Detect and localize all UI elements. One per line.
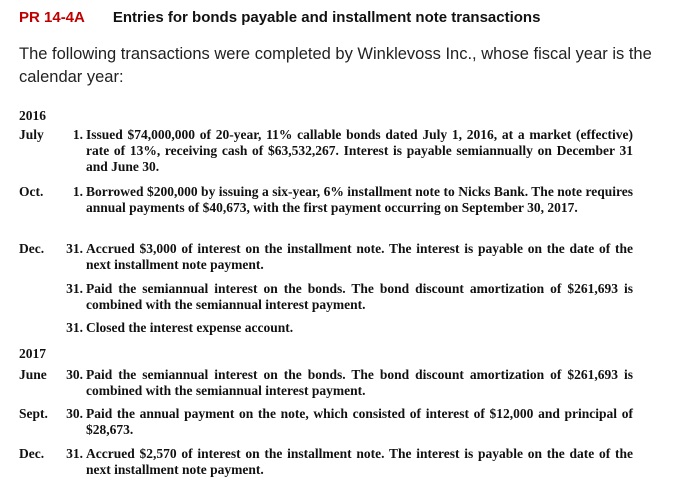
entry-text: Paid the semiannual interest on the bonds. The bond discount amortization of $261,693 is combined with the semiannual interest payment.	[86, 367, 633, 398]
entry-date: Oct.	[19, 184, 44, 199]
transaction-entry	[19, 281, 633, 313]
transaction-entry	[19, 367, 633, 399]
entry-text: Paid the annual payment on the note, which consisted of interest of $12,000 and principal of $28,673.	[86, 406, 633, 437]
entry-text: Borrowed $200,000 by issuing a six-year, 6% installment note to Nicks Bank. The note requires annual payments of $40,673, with the first payment occurring on September 30, 2017.	[86, 184, 633, 215]
problem-code: PR 14-4A	[19, 9, 85, 26]
transaction-entry	[19, 184, 633, 216]
entry-date: Dec.	[19, 446, 45, 461]
entry-day: 31.	[66, 320, 83, 335]
entry-text: Accrued $3,000 of interest on the installment note. The interest is payable on the date of the next installment note payment.	[86, 241, 633, 272]
year-2017: 2017	[19, 346, 46, 361]
entry-date: Sept.	[19, 406, 48, 421]
transaction-entry	[19, 406, 633, 438]
entry-text: Closed the interest expense account.	[86, 320, 294, 335]
entry-text: Accrued $2,570 of interest on the installment note. The interest is payable on the date of the next installment note payment.	[86, 446, 633, 477]
entry-day: 30.	[66, 367, 83, 382]
entry-day: 31.	[66, 446, 83, 461]
entry-date: July	[19, 127, 44, 142]
entry-day: 30.	[66, 406, 83, 421]
problem-intro: The following transactions were completed by Winklevoss Inc., whose fiscal year is the calendar year:	[19, 45, 652, 86]
entry-day: 31.	[66, 281, 83, 296]
entry-date: June	[19, 367, 47, 382]
transaction-entry	[19, 320, 633, 336]
problem-title: Entries for bonds payable and installment note transactions	[112, 9, 541, 26]
problem-heading	[19, 9, 540, 26]
entry-text: Paid the semiannual interest on the bonds. The bond discount amortization of $261,693 is combined with the semiannual interest payment.	[86, 281, 633, 312]
entry-day: 31.	[66, 241, 83, 256]
transaction-entry	[19, 127, 633, 175]
entry-date: Dec.	[19, 241, 45, 256]
entry-day: 1.	[72, 184, 83, 199]
transaction-entry	[19, 446, 633, 478]
year-2016: 2016	[19, 108, 46, 123]
entry-text: Issued $74,000,000 of 20-year, 11% callable bonds dated July 1, 2016, at a market (effective) rate of 13%, receiving cash of $63,532,267. Interest is payable semiannually on December 31 and June 30.	[86, 127, 633, 174]
transaction-entry	[19, 241, 633, 273]
entry-day: 1.	[72, 127, 83, 142]
